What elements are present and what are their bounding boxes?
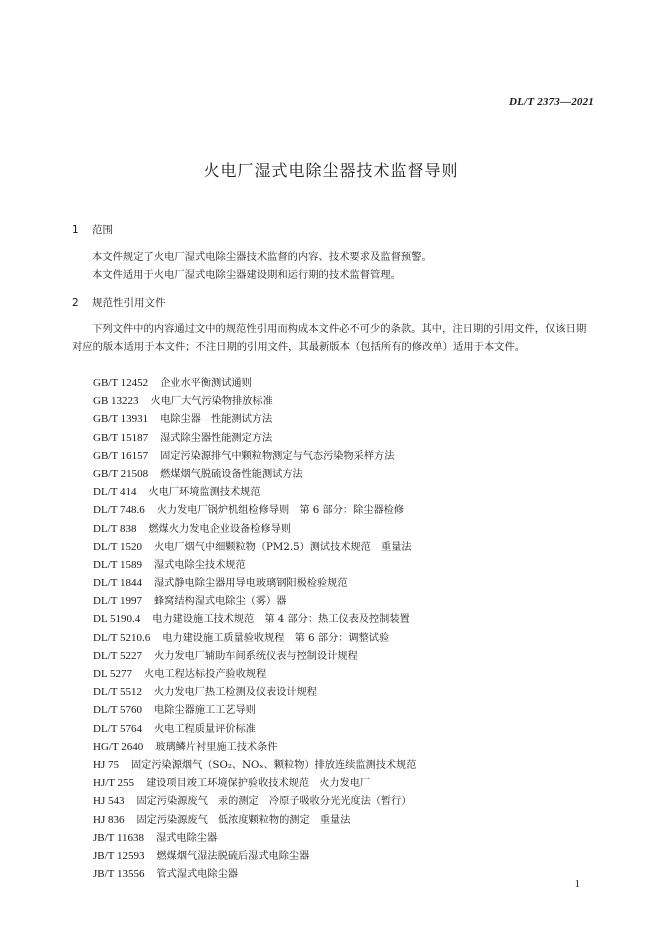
reference-item [93, 556, 416, 574]
reference-title: 火力发电厂热工检测及仪表设计规程 [154, 687, 317, 699]
reference-title: 电除尘器施工工艺导则 [154, 705, 256, 717]
reference-item [93, 520, 416, 538]
reference-title: 燃煤烟气湿法脱硫后湿式电除尘器 [156, 850, 310, 862]
reference-item [93, 610, 416, 628]
reference-item [93, 465, 416, 483]
reference-item [93, 592, 416, 610]
reference-code: DL/T 5227 [93, 649, 142, 662]
reference-code: GB/T 21508 [93, 467, 149, 480]
reference-title: 火电厂环境监测技术规范 [148, 487, 261, 499]
reference-code: GB/T 15187 [93, 431, 149, 444]
reference-item [93, 410, 416, 428]
reference-item [93, 374, 416, 392]
reference-title: 火电厂大气污染物排放标准 [150, 396, 273, 408]
reference-code: JB/T 13556 [93, 868, 145, 881]
reference-code: DL/T 748.6 [93, 504, 145, 517]
references-intro [72, 320, 594, 356]
section-title: 规范性引用文件 [92, 297, 166, 309]
section-2-heading [72, 295, 166, 310]
reference-item [93, 701, 416, 719]
reference-code: DL/T 5210.6 [93, 631, 151, 644]
scope-text-2: 本文件适用于火电厂湿式电除尘器建设期和运行期的技术监督管理。 [92, 269, 401, 281]
reference-item [93, 847, 416, 865]
reference-code: DL/T 1844 [93, 577, 142, 590]
reference-code: JB/T 11638 [93, 831, 145, 844]
reference-code: GB/T 16157 [93, 449, 149, 462]
reference-title: 电力建设施工技术规范 第 4 部分：热工仪表及控制装置 [152, 614, 410, 626]
reference-item [93, 756, 416, 774]
section-1-heading [72, 222, 113, 237]
scope-paragraph-1 [72, 248, 594, 266]
reference-item [93, 629, 416, 647]
reference-title: 火电工程达标投产验收规程 [144, 669, 267, 680]
reference-code: DL/T 414 [93, 486, 137, 499]
reference-item [93, 829, 416, 847]
section-title: 范围 [92, 224, 113, 236]
reference-title: 湿式静电除尘器用导电玻璃钢阳极检验规范 [154, 578, 348, 590]
reference-code: DL/T 838 [93, 522, 137, 535]
reference-item [93, 865, 416, 883]
reference-code: GB/T 13931 [93, 413, 149, 426]
reference-code: DL 5277 [93, 668, 133, 680]
reference-code: GB/T 12452 [93, 377, 149, 389]
reference-title: 玻璃鳞片衬里施工技术条件 [155, 741, 278, 753]
reference-title: 湿式电除尘器 [156, 832, 218, 844]
reference-item [93, 720, 416, 738]
reference-title: 电力建设施工质量验收规程 第 6 部分：调整试验 [162, 632, 390, 644]
reference-title: 火电厂烟气中细颗粒物（PM2.5）测试技术规范 重量法 [154, 541, 412, 553]
reference-title: 湿式除尘器性能测定方法 [160, 432, 273, 444]
reference-code: HJ 75 [93, 758, 119, 771]
section-number: 2 [72, 297, 79, 309]
reference-code: DL 5190.4 [93, 613, 141, 626]
reference-title: 燃煤火力发电企业设备检修导则 [148, 523, 292, 535]
scope-paragraph-2 [72, 266, 594, 284]
reference-item [93, 483, 416, 501]
reference-title: 企业水平衡测试通则 [160, 378, 252, 389]
reference-title: 固定污染源烟气（SO₂、NOₓ、颗粒物）排放连续监测技术规范 [130, 759, 417, 771]
reference-item [93, 392, 416, 410]
document-code: DL/T 2373—2021 [509, 96, 594, 108]
reference-item [93, 811, 416, 829]
reference-list [93, 374, 416, 883]
reference-item [93, 447, 416, 465]
reference-code: DL/T 1589 [93, 558, 142, 571]
reference-item [93, 538, 416, 556]
reference-title: 火电工程质量评价标准 [154, 723, 256, 735]
scope-text-1: 本文件规定了火电厂湿式电除尘器技术监督的内容、技术要求及监督预警。 [92, 251, 432, 263]
reference-item [93, 429, 416, 447]
reference-item [93, 501, 416, 519]
reference-code: HJ 543 [93, 795, 125, 808]
reference-title: 电除尘器 性能测试方法 [160, 414, 273, 426]
reference-title: 管式湿式电除尘器 [156, 869, 238, 881]
reference-item [93, 774, 416, 792]
reference-item [93, 574, 416, 592]
section-number: 1 [72, 224, 79, 236]
document-title: 火电厂湿式电除尘器技术监督导则 [203, 161, 459, 180]
reference-title: 建设项目竣工环境保护验收技术规范 火力发电厂 [146, 778, 371, 790]
reference-code: DL/T 5760 [93, 704, 142, 717]
reference-code: DL/T 1997 [93, 595, 142, 608]
reference-title: 固定污染源废气 汞的测定 冷原子吸收分光光度法（暂行） [136, 796, 412, 808]
reference-code: DL/T 5764 [93, 722, 142, 735]
reference-title: 固定污染源废气 低浓度颗粒物的测定 重量法 [136, 814, 351, 826]
reference-code: HJ 836 [93, 813, 125, 826]
reference-item [93, 665, 416, 683]
reference-item [93, 738, 416, 756]
reference-title: 火力发电厂辅助车间系统仪表与控制设计规程 [154, 650, 358, 662]
reference-title: 火力发电厂锅炉机组检修导则 第 6 部分：除尘器检修 [156, 505, 405, 517]
reference-item [93, 683, 416, 701]
references-intro-text: 下列文件中的内容通过文中的规范性引用而构成本文件必不可少的条款。其中，注日期的引用文件，仅该日期对应的版本适用于本文件；不注日期的引用文件，其最新版本（包括所有的修改单）适用于本文件。 [72, 323, 587, 353]
reference-code: DL/T 5512 [93, 686, 142, 699]
reference-code: HJ/T 255 [93, 777, 135, 790]
reference-title: 蜂窝结构湿式电除尘（雾）器 [154, 596, 287, 608]
reference-code: DL/T 1520 [93, 540, 142, 553]
page-number: 1 [574, 878, 580, 890]
reference-title: 湿式电除尘技术规范 [154, 559, 246, 571]
reference-item [93, 792, 416, 810]
reference-code: HG/T 2640 [93, 740, 144, 753]
reference-code: GB 13223 [93, 395, 139, 408]
reference-item [93, 647, 416, 665]
reference-code: JB/T 12593 [93, 849, 145, 862]
reference-title: 燃煤烟气脱硫设备性能测试方法 [160, 468, 303, 480]
reference-title: 固定污染源排气中颗粒物测定与气态污染物采样方法 [160, 450, 395, 462]
